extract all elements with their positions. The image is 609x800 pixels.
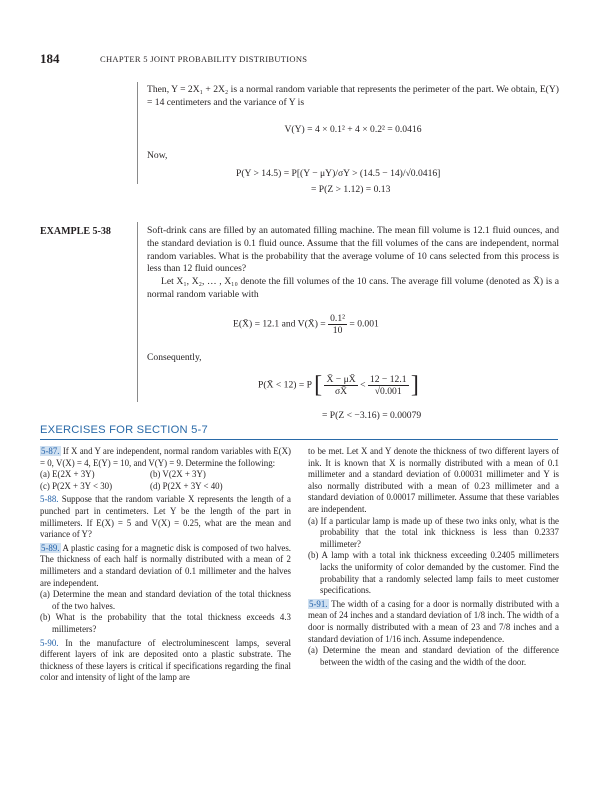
value-denominator: √0.001 xyxy=(374,386,402,397)
exercises-left-column xyxy=(40,446,291,684)
exercise-text: If X and Y are independent, normal random variables with E(X) = 0, V(X) = 4, E(Y) = 10, and V(Y) = 9. Determine the following: xyxy=(40,446,291,468)
z-denominator: σX̄ xyxy=(335,386,348,397)
part-b: (b) V(2X + 3Y) xyxy=(150,469,206,480)
margin-rule-example xyxy=(137,222,138,402)
left-bracket: [ xyxy=(314,372,323,398)
exercise-5-90 xyxy=(40,638,291,684)
exercises-heading: EXERCISES FOR SECTION 5-7 xyxy=(40,424,208,436)
exercise-5-90-part-b: (b) A lamp with a total ink thickness exceeding 0.2405 millimeters lacks the uniformity of color demanded by the customer. Find the probability that a randomly selected lamp fails to meet customer specifications. xyxy=(308,550,559,596)
result-equation: = P(Z < −3.16) = 0.00079 xyxy=(322,410,422,421)
exercise-number: 5-90. xyxy=(40,637,59,648)
exercise-number: 5-88. xyxy=(40,494,59,505)
less-than-sign: < xyxy=(360,379,366,391)
variance-denominator: 10 xyxy=(332,325,343,336)
exercise-5-87-parts-cd xyxy=(40,481,291,493)
exercise-5-87 xyxy=(40,446,291,469)
standardization-equation xyxy=(258,372,419,399)
standardization-left: P(X̄ < 12) = P xyxy=(258,379,312,391)
expectation-equation xyxy=(233,313,379,336)
exercise-number: 5-87. xyxy=(41,446,60,456)
z-fraction xyxy=(324,374,357,397)
margin-rule-top xyxy=(137,82,138,184)
exercise-text: Suppose that the random variable X represents the length of a punched part in centimeters. Let Y be the length of the part in millimeters. If E(X) = 5 and V(X) = 0.25, what are the mean and variance of Y? xyxy=(40,494,291,540)
part-a: (a) E(2X + 3Y) xyxy=(40,469,95,480)
expectation-right: = 0.001 xyxy=(349,318,379,330)
exercise-5-89-part-b: (b) What is the probability that the total thickness exceeds 4.3 millimeters? xyxy=(40,612,291,634)
exercise-5-88 xyxy=(40,494,291,540)
example-label: EXAMPLE 5-38 xyxy=(40,226,111,237)
z-numerator: X̄ − μX̄ xyxy=(326,374,356,385)
value-numerator: 12 − 12.1 xyxy=(369,374,407,385)
exercise-5-91-part-a: (a) Determine the mean and standard deviation of the difference between the width of the casing and the width of the door. xyxy=(308,645,559,667)
value-fraction xyxy=(368,374,409,397)
variance-equation: V(Y) = 4 × 0.1² + 4 × 0.2² = 0.0416 xyxy=(284,124,422,135)
example-paragraph: Soft-drink cans are filled by an automated filling machine. The mean fill volume is 12.1 fluid ounces, and the standard deviation is 0.1 fluid ounce. Assume that the fill volumes of the cans are independent, normal random variables. What is the probability that the average volume of 10 cans selected from this process is less than 12 fluid ounces? xyxy=(147,225,559,275)
exercise-5-89 xyxy=(40,543,291,589)
exercises-divider xyxy=(40,439,558,440)
exercise-text: A plastic casing for a magnetic disk is composed of two halves. The thickness of each half is normally distributed with a mean of 2 millimeters and a standard deviation of 0.1 millimeter and the halves are independent. xyxy=(40,542,292,588)
example-paragraph-2: Let X₁, X₂, … , X₁₀ denote the fill volumes of the 10 cans. The average fill volume (denoted as X̄) is a normal random variable with xyxy=(147,276,559,300)
exercise-number: 5-89. xyxy=(41,542,60,553)
exercise-5-89-part-a: (a) Determine the mean and standard deviation of the total thickness of the two halves. xyxy=(40,589,291,611)
chapter-title: CHAPTER 5 JOINT PROBABILITY DISTRIBUTIONS xyxy=(100,54,308,64)
exercise-5-91 xyxy=(308,599,559,645)
variance-numerator: 0.1² xyxy=(330,313,345,324)
exercise-5-90-part-a: (a) If a particular lamp is made up of these two inks only, what is the probability that the total ink thickness is less than 0.2337 millimeter? xyxy=(308,515,559,549)
top-paragraph: Then, Y = 2X₁ + 2X₂ is a normal random variable that represents the perimeter of the part. We obtain, E(Y) = 14 centimeters and the variance of Y is xyxy=(147,84,559,108)
now-label: Now, xyxy=(147,150,168,161)
part-c: (c) P(2X + 3Y < 30) xyxy=(40,480,113,491)
exercise-5-90-continued: to be met. Let X and Y denote the thickness of two different layers of ink. It is known that X is normally distributed with a mean of 0.1 millimeter and a standard deviation of 0.00031 millimeter and Y is also normally distributed with a mean of 0.23 millimeter and a standard deviation of 0.00017 millimeter. Assume that these variables are independent. xyxy=(308,446,559,514)
consequently-label: Consequently, xyxy=(147,352,202,363)
page-number: 184 xyxy=(40,51,60,66)
exercise-5-87-parts-ab xyxy=(40,469,291,481)
exercise-text: In the manufacture of electroluminescent lamps, several different layers of ink are deposited onto a plastic substrate. The thickness of these layers is critical if specifications regarding the final color and intensity of light of the lamp are xyxy=(40,637,292,683)
probability-equation-line2: = P(Z > 1.12) = 0.13 xyxy=(311,184,391,195)
expectation-left: E(X̄) = 12.1 and V(X̄) = xyxy=(233,318,326,330)
probability-equation-line1: P(Y > 14.5) = P[(Y − μY)/σY > (14.5 − 14)/√0.0416] xyxy=(236,168,441,179)
right-bracket: ] xyxy=(410,372,419,398)
exercises-right-column xyxy=(308,446,559,668)
variance-fraction xyxy=(328,313,347,336)
part-d: (d) P(2X + 3Y < 40) xyxy=(150,480,223,491)
exercise-number: 5-91. xyxy=(309,598,328,609)
exercise-text: The width of a casing for a door is normally distributed with a mean of 24 inches and a standard deviation of 1/8 inch. The width of a door is normally distributed with a mean of 23 and 7/8 inches and a standard deviation of 1/16 inch. Assume independence. xyxy=(308,598,560,644)
